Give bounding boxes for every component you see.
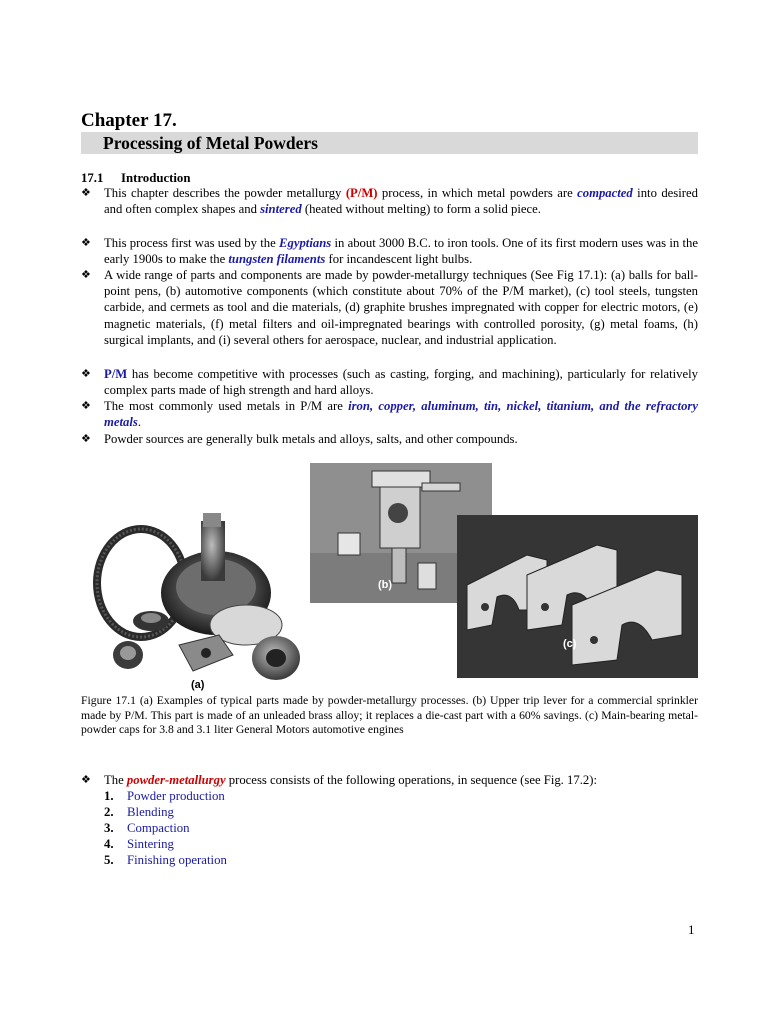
figure-photo-c (457, 515, 698, 678)
text-run: into desired and often complex shapes and (104, 186, 698, 217)
text-run: process, in which metal powders are (377, 186, 578, 200)
text-run: The (104, 773, 127, 787)
figure-label-a: (a) (191, 679, 205, 691)
bullet-item (81, 267, 698, 348)
step-number: 5. (104, 853, 114, 867)
figure-photo-a (81, 503, 303, 693)
step-item (104, 836, 174, 852)
bullet-text (104, 185, 698, 217)
bullet-item (81, 366, 698, 398)
step-label: Powder production (127, 789, 225, 803)
bullet-icon: ❖ (81, 368, 91, 380)
bullet-item (81, 398, 698, 430)
bullet-icon: ❖ (81, 269, 91, 281)
step-item (104, 852, 227, 868)
step-label: Blending (127, 805, 174, 819)
chapter-heading: Chapter 17. (81, 110, 177, 131)
step-number: 1. (104, 789, 114, 803)
bullet-text (104, 235, 698, 267)
bullet-item (81, 772, 698, 788)
bullet-text (104, 366, 698, 398)
text-run: . (137, 415, 142, 430)
figure-caption: Figure 17.1 (a) Examples of typical parts made by powder-metallurgy processes. (b) Upper trip lever for a commercial sprinkler made by P/M. This part is made of an unleaded brass alloy; it replaces a die-cast part with a 60% savings. (c) Main-bearing metal-powder caps for 3.8 and 3.1 liter General Motors automotive engines (81, 694, 698, 737)
text-run: Powder sources are generally bulk metals and alloys, salts, and other compounds. (104, 432, 518, 446)
bullet-item (81, 235, 698, 267)
step-label: Compaction (127, 821, 190, 835)
text-run: (P/M) (345, 186, 378, 200)
text-run: Egyptians (279, 236, 332, 250)
step-number: 2. (104, 805, 114, 819)
step-item (104, 788, 225, 804)
text-run: P/M (104, 367, 128, 381)
text-run: The most commonly used metals in P/M are (104, 399, 349, 413)
step-label: Finishing operation (127, 853, 227, 867)
bullet-text (104, 398, 698, 430)
bullet-item (81, 185, 698, 217)
step-number: 3. (104, 821, 114, 835)
bullet-icon: ❖ (81, 433, 91, 445)
text-run: compacted (577, 186, 633, 200)
bullet-text (104, 772, 698, 788)
text-run: sintered (260, 202, 302, 217)
step-number: 4. (104, 837, 114, 851)
figure-label-b: (b) (378, 579, 393, 591)
text-run: This process first was used by the (104, 236, 280, 250)
step-item (104, 804, 174, 820)
step-label: Sintering (127, 837, 174, 851)
text-run: has become competitive with processes (such as casting, forging, and machining), particularly for relatively complex parts made of high strength and hard alloys. (104, 367, 698, 398)
figure-label-c: (c) (563, 638, 577, 650)
bullet-item (81, 431, 698, 447)
text-run: This chapter describes the powder metallurgy (104, 186, 346, 200)
text-run: for incandescent light bulbs. (325, 252, 473, 267)
text-run: tungsten filaments (228, 252, 326, 267)
text-run: iron, copper, aluminum, tin, nickel, titanium, and the refractory metals (104, 399, 698, 430)
page-number: 1 (688, 922, 695, 937)
step-item (104, 820, 190, 836)
bullet-icon: ❖ (81, 187, 91, 199)
bullet-icon: ❖ (81, 400, 91, 412)
section-title: Introduction (121, 171, 191, 185)
bullet-text (104, 431, 698, 447)
text-run: (heated without melting) to form a solid piece. (301, 202, 541, 217)
text-run: powder-metallurgy (126, 773, 226, 787)
section-number: 17.1 (81, 171, 104, 185)
bullet-icon: ❖ (81, 774, 91, 786)
text-run: in about 3000 B.C. to iron tools. One of its first modern uses was in the early 1900s to make the (104, 236, 698, 267)
bullet-icon: ❖ (81, 237, 91, 249)
bullet-text (104, 267, 698, 348)
text-run: A wide range of parts and components are made by powder-metallurgy techniques (See Fig 17.1): (a) balls for ball-point pens, (b) automotive components (which constitute about 70% of the P/M market), (c) tool steels, tungsten carbide, and cermets as tool and die materials, (d) graphite brushes impregnated with copper for electric motors, (e) magnetic materials, (f) metal filters and oil-impregnated bearings with controlled porosity, (g) metal foams, (h) surgical implants, and (i) several others for aerospace, nuclear, and industrial application. (104, 268, 698, 347)
text-run: process consists of the following operations, in sequence (see Fig. 17.2): (225, 773, 597, 787)
page-title: Processing of Metal Powders (103, 133, 318, 153)
